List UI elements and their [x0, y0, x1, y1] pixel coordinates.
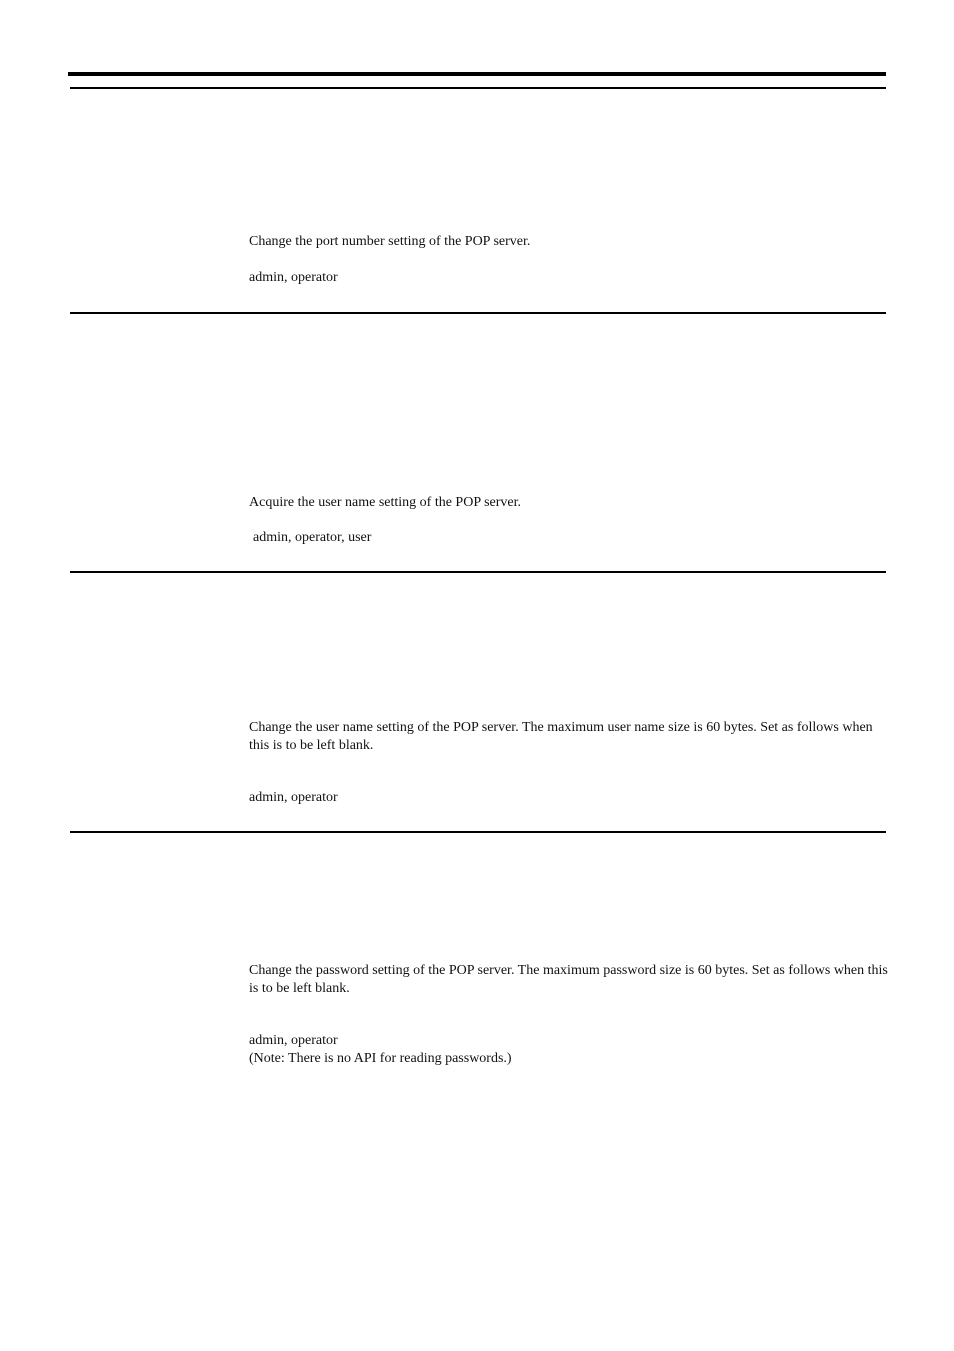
section-1-users: admin, operator — [249, 270, 338, 285]
section-divider-2 — [70, 571, 886, 573]
section-4-description: Change the password setting of the POP server. The maximum password size is 60 bytes. Set as follows when this is to be left blank. — [249, 963, 888, 996]
top-thin-rule — [70, 87, 886, 89]
section-4-note: (Note: There is no API for reading passwords.) — [249, 1051, 512, 1066]
top-thick-rule — [68, 72, 886, 76]
section-1-description: Change the port number setting of the POP server. — [249, 234, 531, 249]
section-divider-3 — [70, 831, 886, 833]
section-2-users: admin, operator, user — [253, 530, 372, 545]
section-2-description: Acquire the user name setting of the POP server. — [249, 495, 522, 510]
section-divider-1 — [70, 312, 886, 314]
section-3-description: Change the user name setting of the POP server. The maximum user name size is 60 bytes. Set as follows when this is to be left blank. — [249, 720, 873, 753]
section-3-users: admin, operator — [249, 790, 338, 805]
section-4-users: admin, operator — [249, 1033, 338, 1048]
